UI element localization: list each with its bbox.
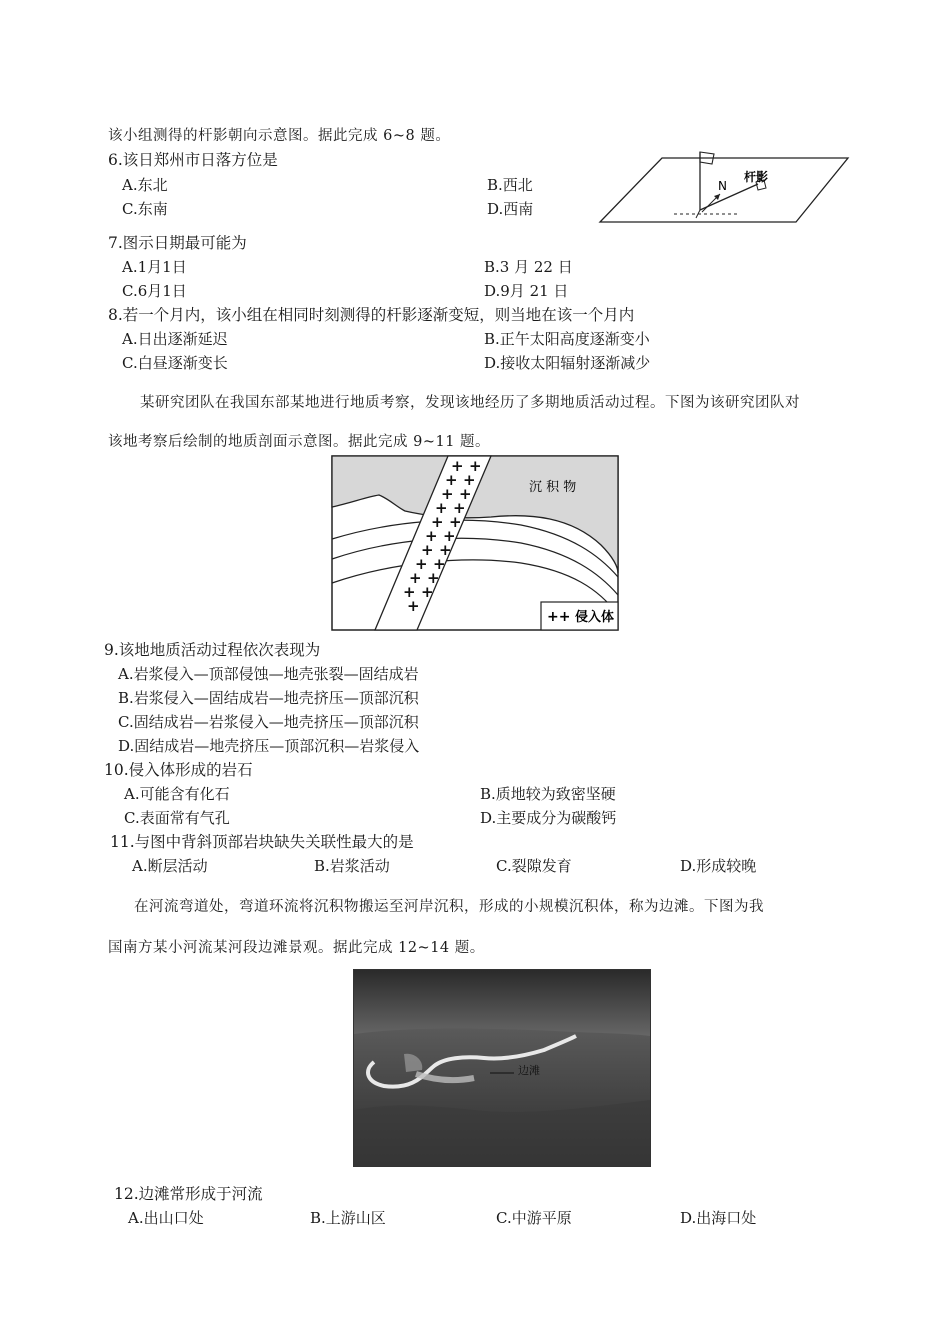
q9-option-d[interactable]: D.固结成岩—地壳挤压—顶部沉积—岩浆侵入 — [118, 737, 420, 755]
intrusion-plus-symbol: + — [415, 555, 428, 573]
passage-3-line-1: 在河流弯道处，弯道环流将沉积物搬运至河岸沉积，形成的小规模沉积体，称为边滩。下图为我 — [134, 899, 764, 915]
intrusion-plus-symbol: + — [421, 583, 434, 601]
q9-option-a[interactable]: A.岩浆侵入—顶部侵蚀—地壳张裂—固结成岩 — [118, 665, 419, 683]
q12-option-a[interactable]: A.出山口处 — [128, 1209, 204, 1227]
q11-option-a[interactable]: A.断层活动 — [132, 857, 208, 875]
sediment-label: 沉 积 物 — [529, 480, 577, 495]
q7-option-d[interactable]: D.9月 21 日 — [484, 282, 569, 300]
intro-line: 该小组测得的杆影朝向示意图。据此完成 6~8 题。 — [108, 128, 451, 144]
q10-option-b[interactable]: B.质地较为致密坚硬 — [480, 785, 616, 803]
pole-shadow-diagram — [598, 148, 850, 226]
legend-symbol: ++ — [547, 609, 571, 625]
q10-option-c[interactable]: C.表面常有气孔 — [124, 809, 230, 827]
intrusion-plus-symbol: + — [443, 527, 456, 545]
intrusion-plus-symbol: + — [425, 527, 438, 545]
question-10-stem: 10.侵入体形成的岩石 — [104, 761, 253, 779]
q8-option-b[interactable]: B.正午太阳高度逐渐变小 — [484, 330, 650, 348]
q8-option-a[interactable]: A.日出逐渐延迟 — [122, 330, 228, 348]
intrusion-plus-symbol: + — [431, 513, 444, 531]
intrusion-plus-symbol: + — [463, 471, 476, 489]
intrusion-plus-symbol: + — [421, 541, 434, 559]
q8-option-c[interactable]: C.白昼逐渐变长 — [122, 354, 228, 372]
q12-option-d[interactable]: D.出海口处 — [680, 1209, 757, 1227]
point-bar-photo — [353, 969, 651, 1167]
q6-option-c[interactable]: C.东南 — [122, 200, 168, 218]
intrusion-plus-symbol: + — [435, 499, 448, 517]
question-11-stem: 11.与图中背斜顶部岩块缺失关联性最大的是 — [110, 833, 414, 851]
question-6-stem: 6.该日郑州市日落方位是 — [108, 151, 278, 169]
point-bar-label: 边滩 — [518, 1064, 540, 1077]
question-9-stem: 9.该地地质活动过程依次表现为 — [104, 641, 321, 659]
q7-option-c[interactable]: C.6月1日 — [122, 282, 187, 300]
question-12-stem: 12.边滩常形成于河流 — [114, 1185, 263, 1203]
intrusion-plus-symbol: + — [439, 541, 452, 559]
q6-option-b[interactable]: B.西北 — [487, 176, 533, 194]
q6-option-d[interactable]: D.西南 — [487, 200, 534, 218]
north-label: N — [718, 179, 727, 193]
intrusion-plus-symbol: + — [433, 555, 446, 573]
q10-option-d[interactable]: D.主要成分为碳酸钙 — [480, 809, 617, 827]
q8-option-d[interactable]: D.接收太阳辐射逐渐减少 — [484, 354, 651, 372]
legend-label: 侵入体 — [575, 610, 615, 625]
intrusion-plus-symbol: + — [469, 457, 482, 475]
passage-2-line-1: 某研究团队在我国东部某地进行地质考察，发现该地经历了多期地质活动过程。下图为该研究团队对 — [140, 395, 800, 411]
q11-option-b[interactable]: B.岩浆活动 — [314, 857, 390, 875]
intrusion-plus-symbol: + — [451, 457, 464, 475]
q9-option-b[interactable]: B.岩浆侵入—固结成岩—地壳挤压—顶部沉积 — [118, 689, 419, 707]
question-8-stem: 8.若一个月内，该小组在相同时刻测得的杆影逐渐变短，则当地在该一个月内 — [108, 306, 635, 324]
intrusion-plus-symbol: + — [441, 485, 454, 503]
q9-option-c[interactable]: C.固结成岩—岩浆侵入—地壳挤压—顶部沉积 — [118, 713, 419, 731]
q10-option-a[interactable]: A.可能含有化石 — [124, 785, 230, 803]
q11-option-c[interactable]: C.裂隙发育 — [496, 857, 572, 875]
q12-option-c[interactable]: C.中游平原 — [496, 1209, 572, 1227]
geologic-cross-section — [331, 455, 619, 631]
question-7-stem: 7.图示日期最可能为 — [108, 234, 247, 252]
passage-2-line-2: 该地考察后绘制的地质剖面示意图。据此完成 9~11 题。 — [108, 434, 491, 450]
intrusion-plus-symbol: + — [445, 471, 458, 489]
shadow-label: 杆影 — [744, 170, 769, 184]
shadow-line — [700, 184, 758, 210]
intrusion-plus-symbol: + — [449, 513, 462, 531]
q7-option-a[interactable]: A.1月1日 — [122, 258, 187, 276]
q6-option-a[interactable]: A.东北 — [122, 176, 168, 194]
intrusion-plus-symbol: + — [453, 499, 466, 517]
passage-3-line-2: 国南方某小河流某河段边滩景观。据此完成 12~14 题。 — [108, 940, 485, 956]
q7-option-b[interactable]: B.3 月 22 日 — [484, 258, 573, 276]
intrusion-plus-symbol: + — [403, 583, 416, 601]
q11-option-d[interactable]: D.形成较晚 — [680, 857, 757, 875]
q12-option-b[interactable]: B.上游山区 — [310, 1209, 386, 1227]
intrusion-plus-symbol: + — [459, 485, 472, 503]
intrusion-plus-symbol: + — [409, 569, 422, 587]
intrusion-plus-symbol: + — [407, 597, 420, 615]
intrusion-plus-symbol: + — [427, 569, 440, 587]
